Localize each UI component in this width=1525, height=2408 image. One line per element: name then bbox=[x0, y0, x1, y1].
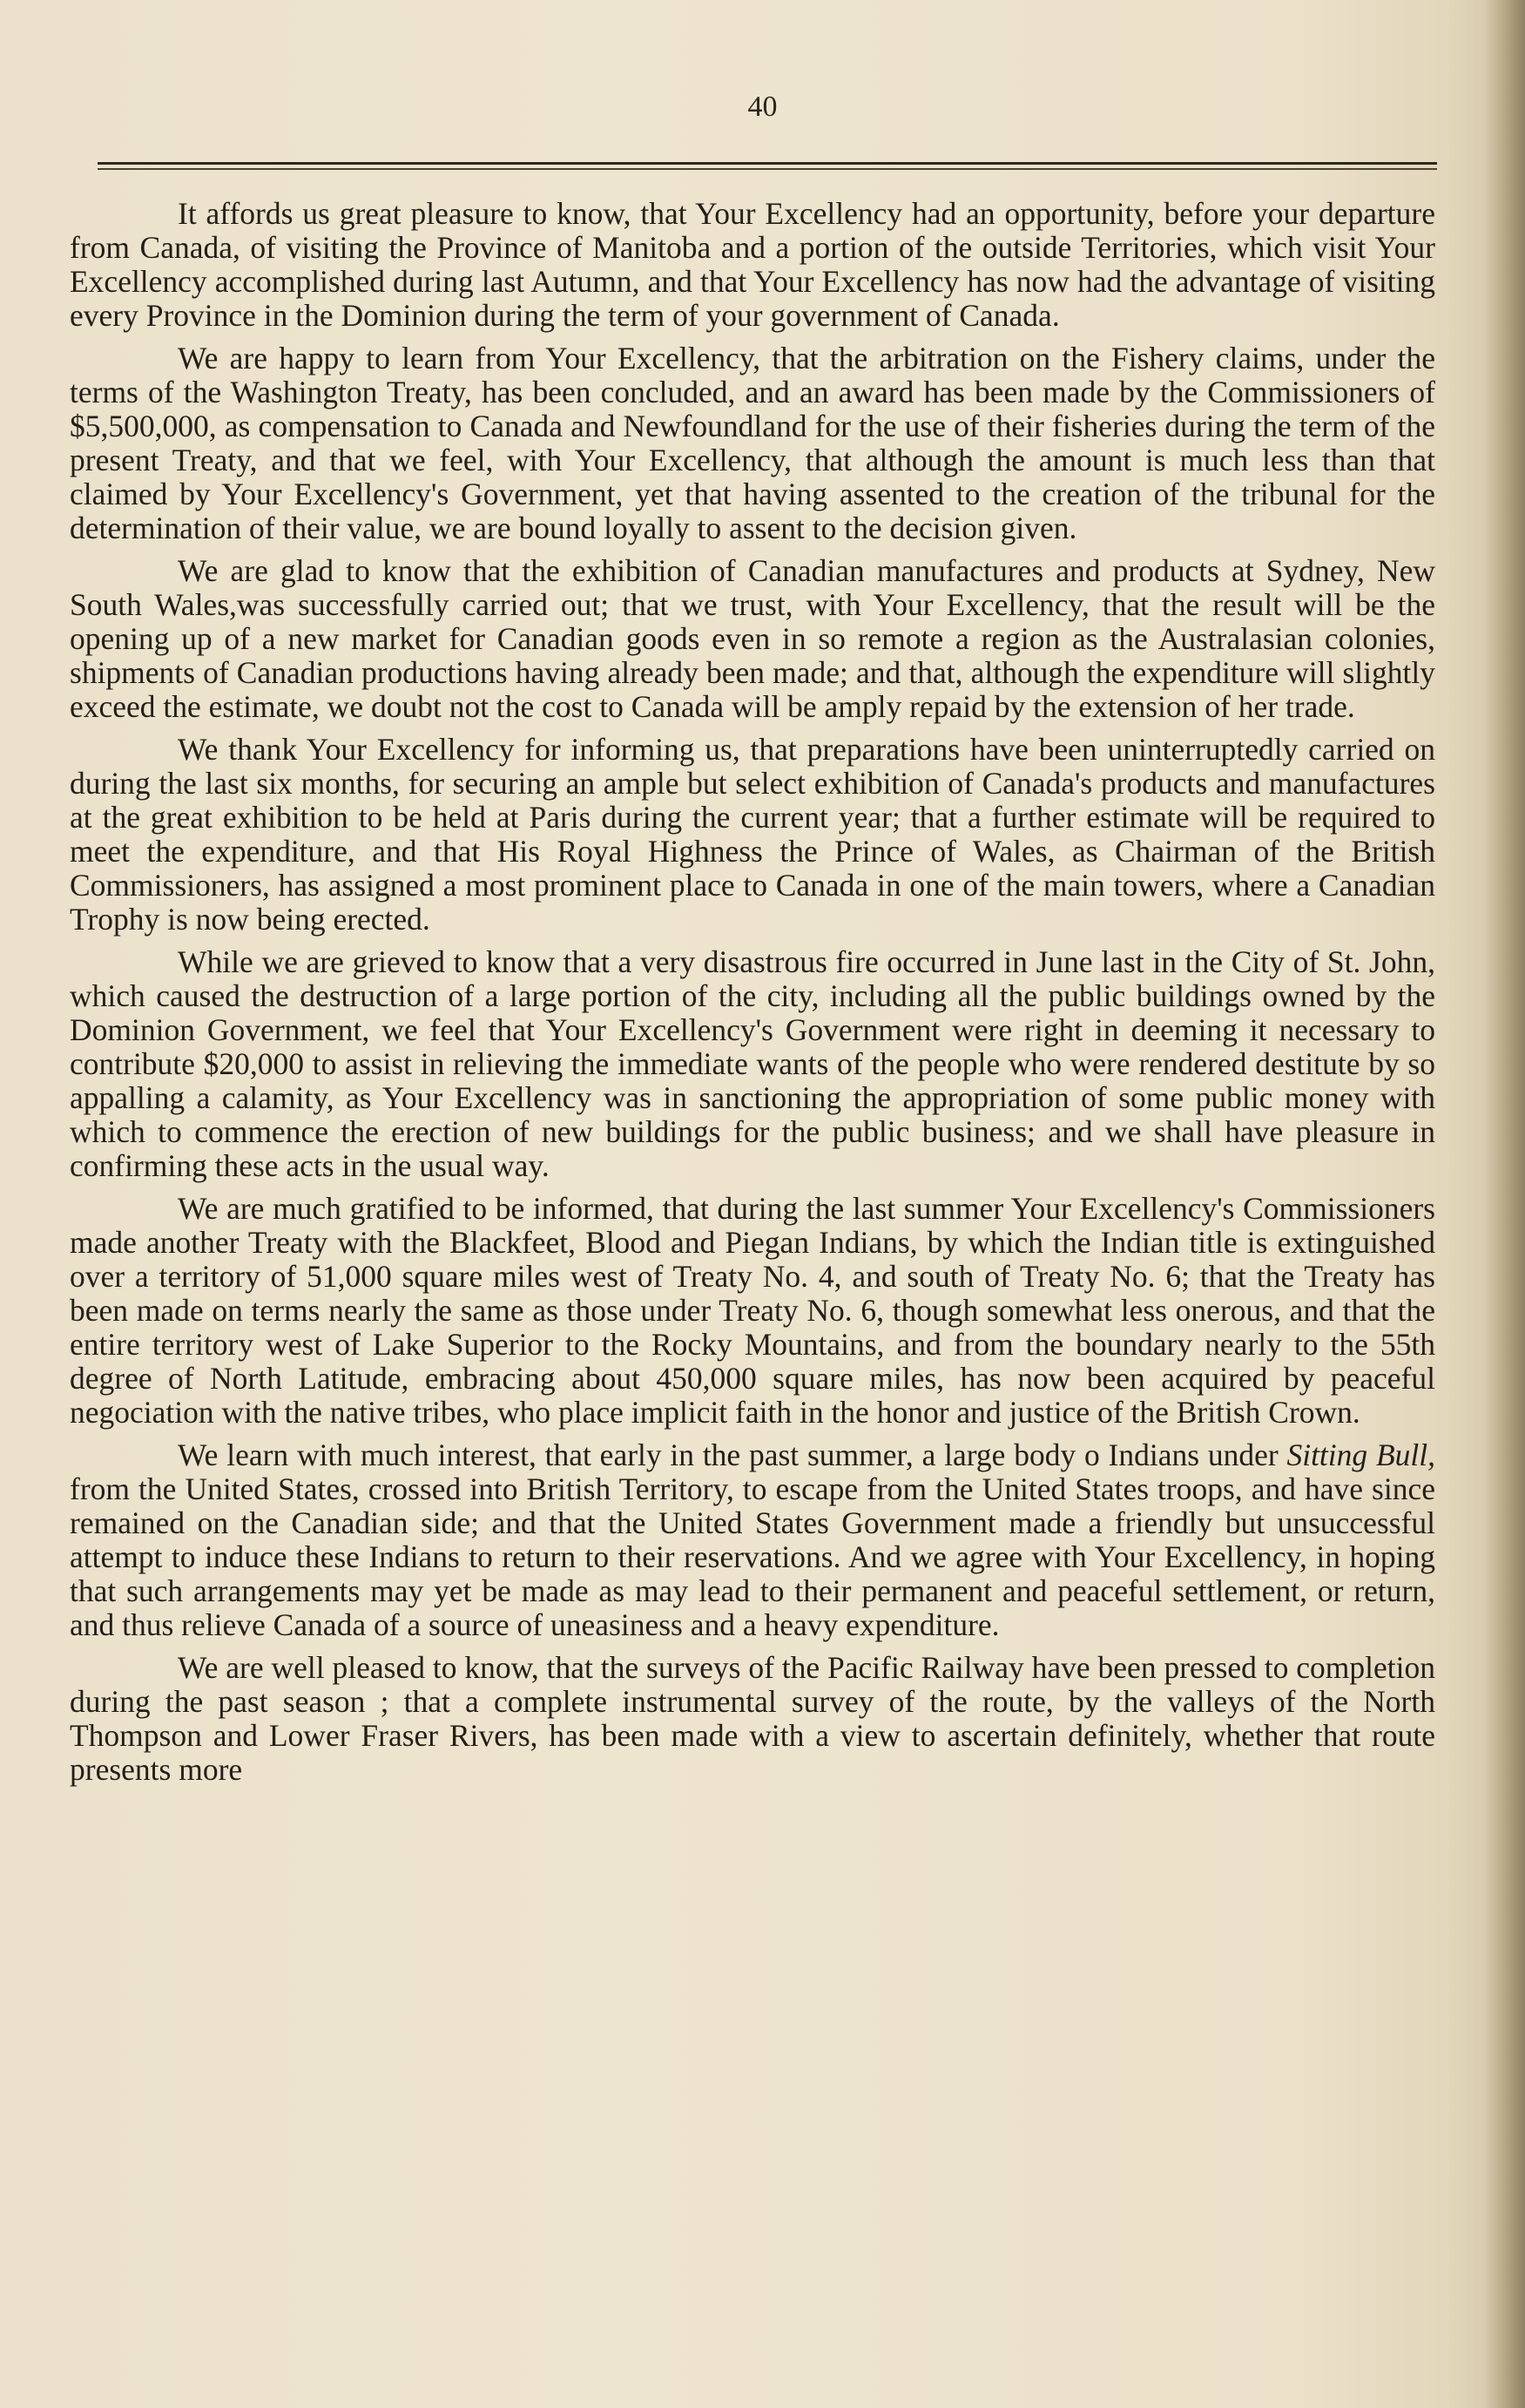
book-spine-shadow bbox=[1483, 0, 1525, 2408]
header-rule bbox=[98, 162, 1437, 172]
header-rule-thick-line bbox=[98, 162, 1437, 165]
paragraph-blackfeet-treaty: We are much gratified to be informed, that during the last summer Your Excellency's Commissioners made another Treaty with the Blackfeet, Blood and Piegan Indians, by which the Indian title is extinguished over a territory of 51,000 square miles west of Treaty No. 4, and south of Treaty No. 6; that the Treaty has been made on terms nearly the same as those under Treaty No. 6, though somewhat less onerous, and that the entire territory west of Lake Superior to the Rocky Mountains, and from the boundary nearly to the 55th degree of North Latitude, embracing about 450,000 square miles, has now been acquired by peaceful negociation with the native tribes, who place implicit faith in the honor and justice of the British Crown. bbox=[70, 1191, 1435, 1430]
paragraph-st-john-fire: While we are grieved to know that a very disastrous fire occurred in June last in the City of St. John, which caused the destruction of a large portion of the city, including all the public buildings owned by the Dominion Government, we feel that Your Excellency's Government were right in deeming it necessary to contribute $20,000 to assist in relieving the immediate wants of the people who were rendered destitute by so appalling a calamity, as Your Excellency was in sanctioning the appropriation of some public money with which to commence the erection of new buildings for the public business; and we shall have pleasure in confirming these acts in the usual way. bbox=[70, 944, 1435, 1183]
sitting-bull-name: Sitting Bull, bbox=[1286, 1437, 1435, 1472]
sitting-bull-text-before: We learn with much interest, that early in the past summer, a large body o Indians under bbox=[178, 1437, 1287, 1472]
paragraph-fishery-award: We are happy to learn from Your Excellency, that the arbitration on the Fishery claims, under the terms of the Washington Treaty, has been concluded, and an award has been made by the Commissioners of $5,500,000, as compensation to Canada and Newfoundland for the use of their fisheries during the term of the present Treaty, and that we feel, with Your Excellency, that although the amount is much less than that claimed by Your Excellency's Government, yet that having assented to the creation of the tribunal for the determination of their value, we are bound loyally to assent to the decision given. bbox=[70, 341, 1435, 545]
sitting-bull-text-after: from the United States, crossed into British Territory, to escape from the United States troops, and have since remained on the Canadian side; and that the United States Government made a friendly but unsuccessful attempt to induce these Indians to return to their reservations. And we agree with Your Excellency, in hoping that such arrangements may yet be made as may lead to their permanent and peaceful settlement, or return, and thus relieve Canada of a source of uneasiness and a heavy expenditure. bbox=[70, 1471, 1435, 1642]
paragraph-pacific-railway: We are well pleased to know, that the surveys of the Pacific Railway have been pressed to completion during the past season ; that a complete instrumental survey of the route, by the valleys of the North Thompson and Lower Fraser Rivers, has been made with a view to ascertain definitely, whether that route presents more bbox=[70, 1650, 1435, 1787]
paragraph-manitoba-visit: It affords us great pleasure to know, that Your Excellency had an opportunity, before your departure from Canada, of visiting the Province of Manitoba and a portion of the outside Territories, which visit Your Excellency accomplished during last Autumn, and that Your Excellency has now had the advantage of visiting every Province in the Dominion during the term of your government of Canada. bbox=[70, 196, 1435, 333]
paragraph-sitting-bull bbox=[70, 1438, 1435, 1642]
paragraph-paris-exhibition: We thank Your Excellency for informing us, that preparations have been uninterruptedly carried on during the last six months, for securing an ample but select exhibition of Canada's products and manufactures at the great exhibition to be held at Paris during the current year; that a further estimate will be required to meet the expenditure, and that His Royal Highness the Prince of Wales, as Chairman of the British Commissioners, has assigned a most prominent place to Canada in one of the main towers, where a Canadian Trophy is now being erected. bbox=[70, 732, 1435, 937]
header-rule-thin-line bbox=[98, 168, 1437, 170]
body-text bbox=[70, 197, 1435, 1796]
page-number: 40 bbox=[747, 91, 778, 123]
paragraph-sydney-exhibition: We are glad to know that the exhibition of Canadian manufactures and products at Sydney, New South Wales,was successfully carried out; that we trust, with Your Excellency, that the result will be the opening up of a new market for Canadian goods even in so remote a region as the Australasian colonies, shipments of Canadian productions having already been made; and that, although the expenditure will slightly exceed the estimate, we doubt not the cost to Canada will be amply repaid by the extension of her trade. bbox=[70, 553, 1435, 724]
